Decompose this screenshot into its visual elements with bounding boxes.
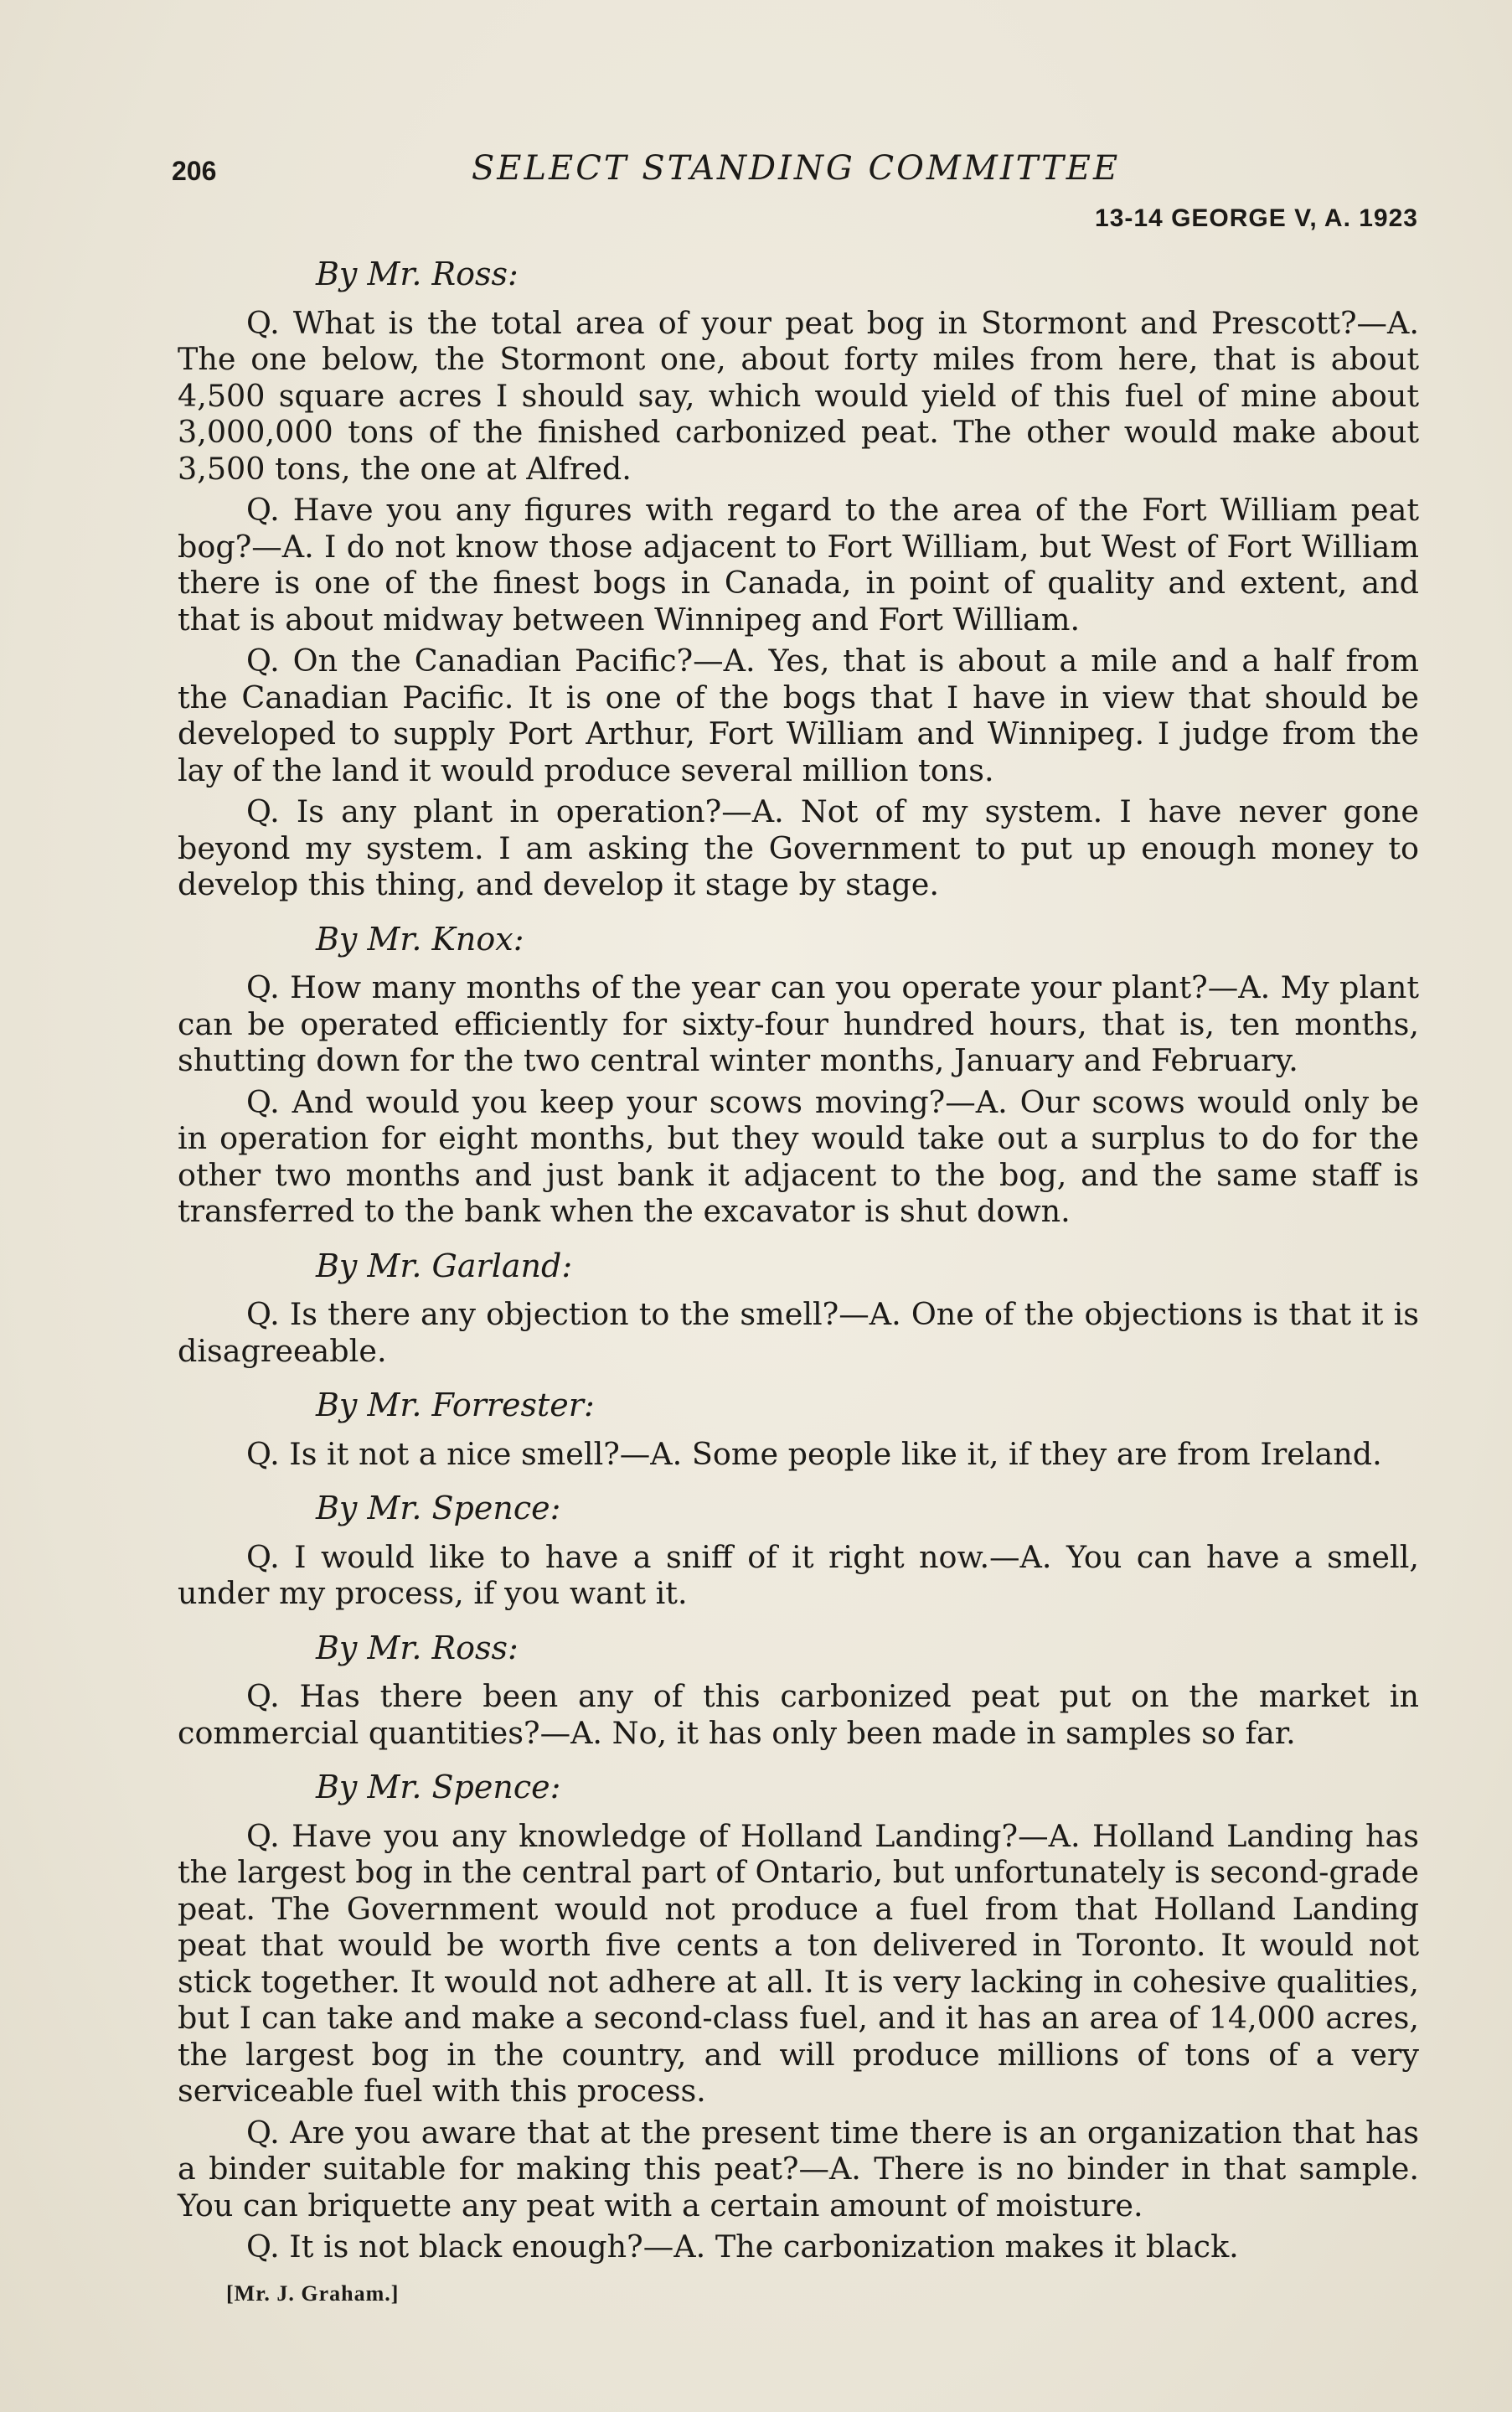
footer-note: [Mr. J. Graham.] bbox=[226, 2280, 400, 2306]
question-answer-paragraph: Q. How many months of the year can you operate your plant?—A. My plant can be operated efficiently for sixty-four hundred hours, that is, ten months, shutting down for the two central winter months, January and February. bbox=[178, 969, 1419, 1078]
page-header bbox=[172, 149, 1420, 199]
question-answer-paragraph: Q. It is not black enough?—A. The carbonization makes it black. bbox=[246, 2229, 1239, 2265]
speaker-heading: By Mr. Knox: bbox=[316, 920, 524, 958]
question-answer-paragraph: Q. Is any plant in operation?—A. Not of my system. I have never gone beyond my system. I am asking the Government to put up enough money to develop this thing, and develop it stage by stage. bbox=[178, 793, 1419, 902]
question-answer-paragraph: Q. Is there any objection to the smell?—A. One of the objections is that it is disagreeable. bbox=[178, 1296, 1419, 1369]
speaker-heading: By Mr. Spence: bbox=[316, 1490, 561, 1526]
speaker-heading: By Mr. Garland: bbox=[316, 1247, 573, 1284]
question-answer-paragraph: Q. On the Canadian Pacific?—A. Yes, that is about a mile and a half from the Canadian Pacific. It is one of the bogs that I have in view that should be developed to supply Port Arthur, Fort William and Winnipeg. I judge from the lay of the land it would produce several million tons. bbox=[178, 643, 1419, 788]
question-answer-paragraph: Q. Have you any figures with regard to the area of the Fort William peat bog?—A. I do not know those adjacent to Fort William, but West of Fort William there is one of the finest bogs in Canada, in point of quality and extent, and that is about midway between Winnipeg and Fort William. bbox=[178, 492, 1419, 638]
session-label: 13-14 GEORGE V, A. 1923 bbox=[1095, 204, 1418, 232]
running-title: SELECT STANDING COMMITTEE bbox=[471, 149, 1121, 188]
page-number: 206 bbox=[172, 156, 217, 186]
speaker-heading: By Mr. Ross: bbox=[316, 1629, 519, 1666]
speaker-heading: By Mr. Spence: bbox=[316, 1769, 561, 1805]
question-answer-paragraph: Q. Have you any knowledge of Holland Landing?—A. Holland Landing has the largest bog in the central part of Ontario, but unfortunately is second-grade peat. The Government would not produce a fuel from that Holland Landing peat that would be worth five cents a ton delivered in Toronto. It would not stick together. It would not adhere at all. It is very lacking in cohesive qualities, but I can take and make a second-class fuel, and it has an area of 14,000 acres, the largest bog in the country, and will produce millions of tons of a very serviceable fuel with this process. bbox=[178, 1817, 1419, 2109]
question-answer-paragraph: Q. And would you keep your scows moving?—A. Our scows would only be in operation for eight months, but they would take out a surplus to do for the other two months and just bank it adjacent to the bog, and the same staff is transferred to the bank when the excavator is shut down. bbox=[178, 1083, 1419, 1229]
question-answer-paragraph: Q. What is the total area of your peat bog in Stormont and Prescott?—A. The one below, the Stormont one, about forty miles from here, that is about 4,500 square acres I should say, which would yield of this fuel of mine about 3,000,000 tons of the finished carbonized peat. The other would make about 3,500 tons, the one at Alfred. bbox=[178, 304, 1419, 487]
speaker-heading: By Mr. Ross: bbox=[316, 256, 519, 292]
question-answer-paragraph: Q. Are you aware that at the present time there is an organization that has a binder suitable for making this peat?—A. There is no binder in that sample. You can briquette any peat with a certain amount of moisture. bbox=[178, 2114, 1419, 2223]
question-answer-paragraph: Q. Is it not a nice smell?—A. Some people like it, if they are from Ireland. bbox=[246, 1435, 1382, 1472]
testimony-body bbox=[178, 251, 1419, 2311]
question-answer-paragraph: Q. Has there been any of this carbonized peat put on the market in commercial quantities?—A. No, it has only been made in samples so far. bbox=[178, 1678, 1419, 1751]
speaker-heading: By Mr. Forrester: bbox=[316, 1387, 595, 1423]
question-answer-paragraph: Q. I would like to have a sniff of it right now.—A. You can have a smell, under my process, if you want it. bbox=[178, 1538, 1419, 1611]
